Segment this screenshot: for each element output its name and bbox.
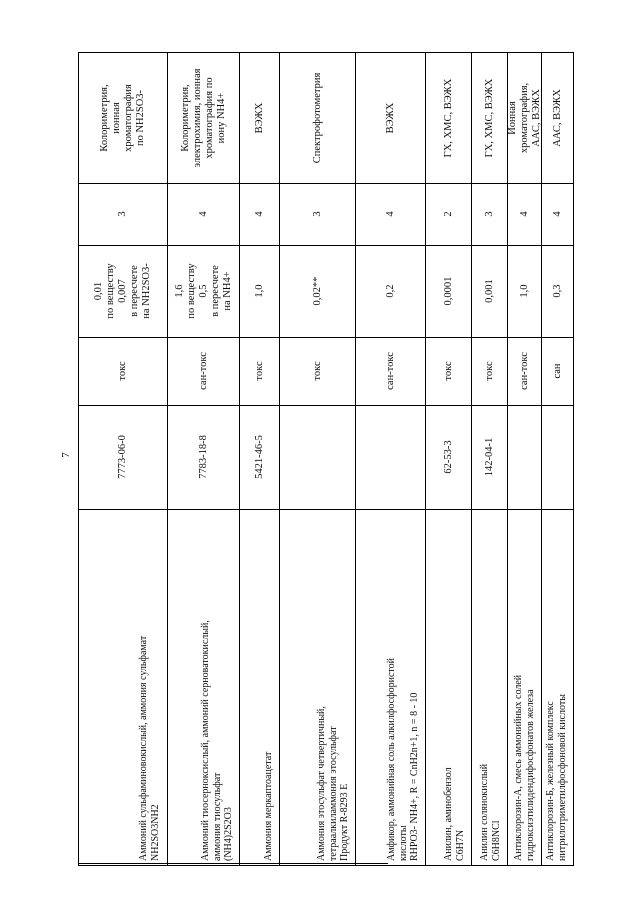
method-line: хроматография, [519, 82, 530, 154]
method-cell [443, 79, 455, 158]
name-cell [138, 513, 161, 861]
page-number: 7 [60, 452, 72, 458]
name-cell [513, 513, 536, 861]
limit-line: 0,5 [198, 284, 209, 298]
name-cell [263, 513, 275, 861]
name-line: Продукт R-8293 Е [338, 783, 350, 861]
limit-cell [385, 284, 397, 297]
hazard-cell [198, 352, 210, 390]
cas-cell [484, 438, 496, 477]
hazard-line: токс [312, 361, 323, 381]
method-cell [385, 103, 397, 134]
method-line: Колориметрия, [99, 84, 110, 152]
cls-cell [198, 211, 210, 216]
limit-cell [484, 279, 496, 303]
limit-line: по веществу [105, 263, 116, 319]
limit-line: 1,0 [254, 284, 265, 298]
name-cell [386, 513, 421, 861]
cas-line: 7773-06-0 [117, 435, 128, 479]
method-line: ГХ, ХМС, ВЭЖХ [443, 78, 454, 158]
cls-cell [254, 211, 266, 216]
method-cell [312, 73, 324, 164]
cls-cell [443, 211, 455, 216]
table-continuation-line [78, 863, 388, 864]
name-cell [443, 513, 466, 861]
name-line: Амфикор, аммонийная соль алкилфосфористой [385, 658, 397, 861]
method-cell [507, 83, 543, 153]
hazard-cell [443, 361, 455, 380]
method-line: ГХ, ХМС, ВЭЖХ [484, 78, 495, 158]
cls-line: 4 [198, 211, 209, 217]
cls-cell [117, 211, 129, 216]
cas-line: 7783-18-8 [198, 435, 209, 479]
cls-cell [312, 211, 324, 216]
method-line: Колориметрия, [180, 84, 191, 152]
name-line: Аммоний тиосерноксислый, аммоний серноватокислый, [199, 620, 211, 861]
name-line: (NH4)2S2O3 [222, 807, 234, 861]
cls-cell [484, 211, 496, 216]
limit-cell [519, 284, 531, 297]
cas-line: 5421-46-5 [254, 435, 265, 479]
table-row [507, 53, 542, 865]
hazard-cell [117, 361, 129, 380]
hazard-cell [312, 361, 324, 380]
cas-cell [254, 435, 266, 479]
hazard-cell [385, 352, 397, 390]
limit-line: 0,2 [385, 284, 396, 298]
limit-cell [312, 277, 324, 306]
cas-cell [117, 435, 129, 479]
table-row [279, 53, 356, 865]
name-cell [479, 513, 502, 861]
substances-table [78, 52, 574, 866]
method-cell [552, 89, 564, 147]
cas-line: 142-04-1 [484, 437, 495, 477]
method-cell [254, 103, 266, 134]
cls-line: 3 [117, 211, 128, 217]
table-row [79, 53, 167, 865]
name-line: Аммоний сульфаминовокислый, аммония сульфамат [138, 635, 149, 861]
cls-cell [552, 211, 564, 216]
name-line: C6H8NCl [490, 820, 502, 861]
method-line: ААС, ВЭЖХ [531, 89, 542, 147]
name-cell [316, 513, 351, 861]
method-line: ионная [111, 102, 122, 134]
name-cell [545, 513, 568, 861]
name-cell [200, 513, 235, 861]
method-line: ААС, ВЭЖХ [552, 89, 563, 147]
limit-line: 0,007 [117, 279, 128, 303]
limit-line: по веществу [186, 263, 197, 319]
name-line: RHPO3- NH4+, R = CnH2n+1, n = 8 - 10 [408, 692, 420, 861]
table-row [541, 53, 574, 865]
cls-line: 4 [552, 211, 563, 217]
cls-cell [385, 211, 397, 216]
name-line: Антиклорозин-А, смесь аммонийных солей [513, 674, 524, 861]
limit-line: 1,0 [519, 284, 530, 298]
hazard-cell [484, 361, 496, 380]
cls-line: 3 [484, 211, 495, 217]
cls-line: 3 [312, 211, 323, 217]
name-line: Аммония меркаптоацетат [262, 751, 274, 861]
cls-line: 4 [385, 211, 396, 217]
method-line: Ионная [507, 101, 518, 135]
hazard-line: сан-токс [519, 352, 530, 390]
limit-cell [443, 277, 455, 306]
limit-line: в пересчете [129, 265, 140, 317]
hazard-line: токс [484, 361, 495, 381]
table-row [471, 53, 508, 865]
table-row [355, 53, 426, 865]
method-line: по NH2SO3- [135, 89, 146, 147]
table-row [239, 53, 280, 865]
name-line: нитрилотриметилфосфоновой кислоты [556, 694, 568, 861]
hazard-line: сан-токс [198, 352, 209, 390]
method-line: хроматография по [204, 77, 215, 159]
cls-line: 4 [254, 211, 265, 217]
name-line: NH2SO3NH2 [149, 804, 161, 861]
limit-cell [174, 263, 234, 318]
limit-line: 0,01 [93, 281, 104, 301]
limit-line: 1,6 [174, 284, 185, 298]
table-row [425, 53, 472, 865]
name-line: C6H7N [454, 829, 466, 861]
name-line: аммония тиосульфат [211, 772, 222, 861]
cls-line: 4 [519, 211, 530, 217]
table-row [167, 53, 240, 865]
name-line: Анилин солянокислый [479, 763, 490, 861]
method-line: ВЭЖХ [254, 102, 265, 134]
name-line: кислоты [397, 825, 408, 861]
hazard-line: токс [443, 361, 454, 381]
cas-cell [443, 440, 455, 473]
limit-line: 0,001 [484, 279, 495, 303]
name-line: гидроксиэтилидендифосфонатов железа [524, 689, 536, 861]
name-line: Аммония этосульфат четвертичный, [315, 706, 327, 861]
hazard-cell [254, 361, 266, 380]
name-line: Антиклорозин-Б, железный комплекс [545, 701, 556, 861]
limit-cell [552, 284, 564, 297]
cls-line: 2 [443, 211, 454, 217]
hazard-line: сан-токс [385, 352, 396, 390]
hazard-line: сан [552, 363, 563, 379]
limit-cell [254, 284, 266, 297]
method-cell [484, 79, 496, 158]
limit-line: на NH4+ [222, 271, 233, 311]
hazard-line: токс [117, 361, 128, 381]
method-line: ВЭЖХ [385, 102, 396, 134]
method-cell [180, 69, 228, 168]
method-cell [99, 84, 147, 152]
name-line: тетраалкиламмония этосульфат [327, 726, 338, 861]
hazard-cell [552, 363, 564, 378]
method-line: иону NH4+ [216, 92, 227, 144]
limit-line: 0,3 [552, 284, 563, 298]
hazard-cell [519, 352, 531, 390]
method-line: Спектрофотометрия [312, 72, 323, 164]
name-line: Анилин, аминобензол [443, 767, 454, 861]
hazard-line: токс [254, 361, 265, 381]
cas-line: 62-53-3 [443, 440, 454, 474]
limit-line: на NH2SO3- [141, 263, 152, 319]
cls-cell [519, 211, 531, 216]
limit-line: 0,0001 [443, 276, 454, 306]
method-line: электрохимия, ионная [192, 68, 203, 168]
limit-cell [93, 263, 153, 319]
limit-line: 0,02** [312, 276, 323, 306]
limit-line: в пересчете [210, 265, 221, 317]
cas-cell [198, 435, 210, 479]
method-line: хроматография [123, 84, 134, 152]
